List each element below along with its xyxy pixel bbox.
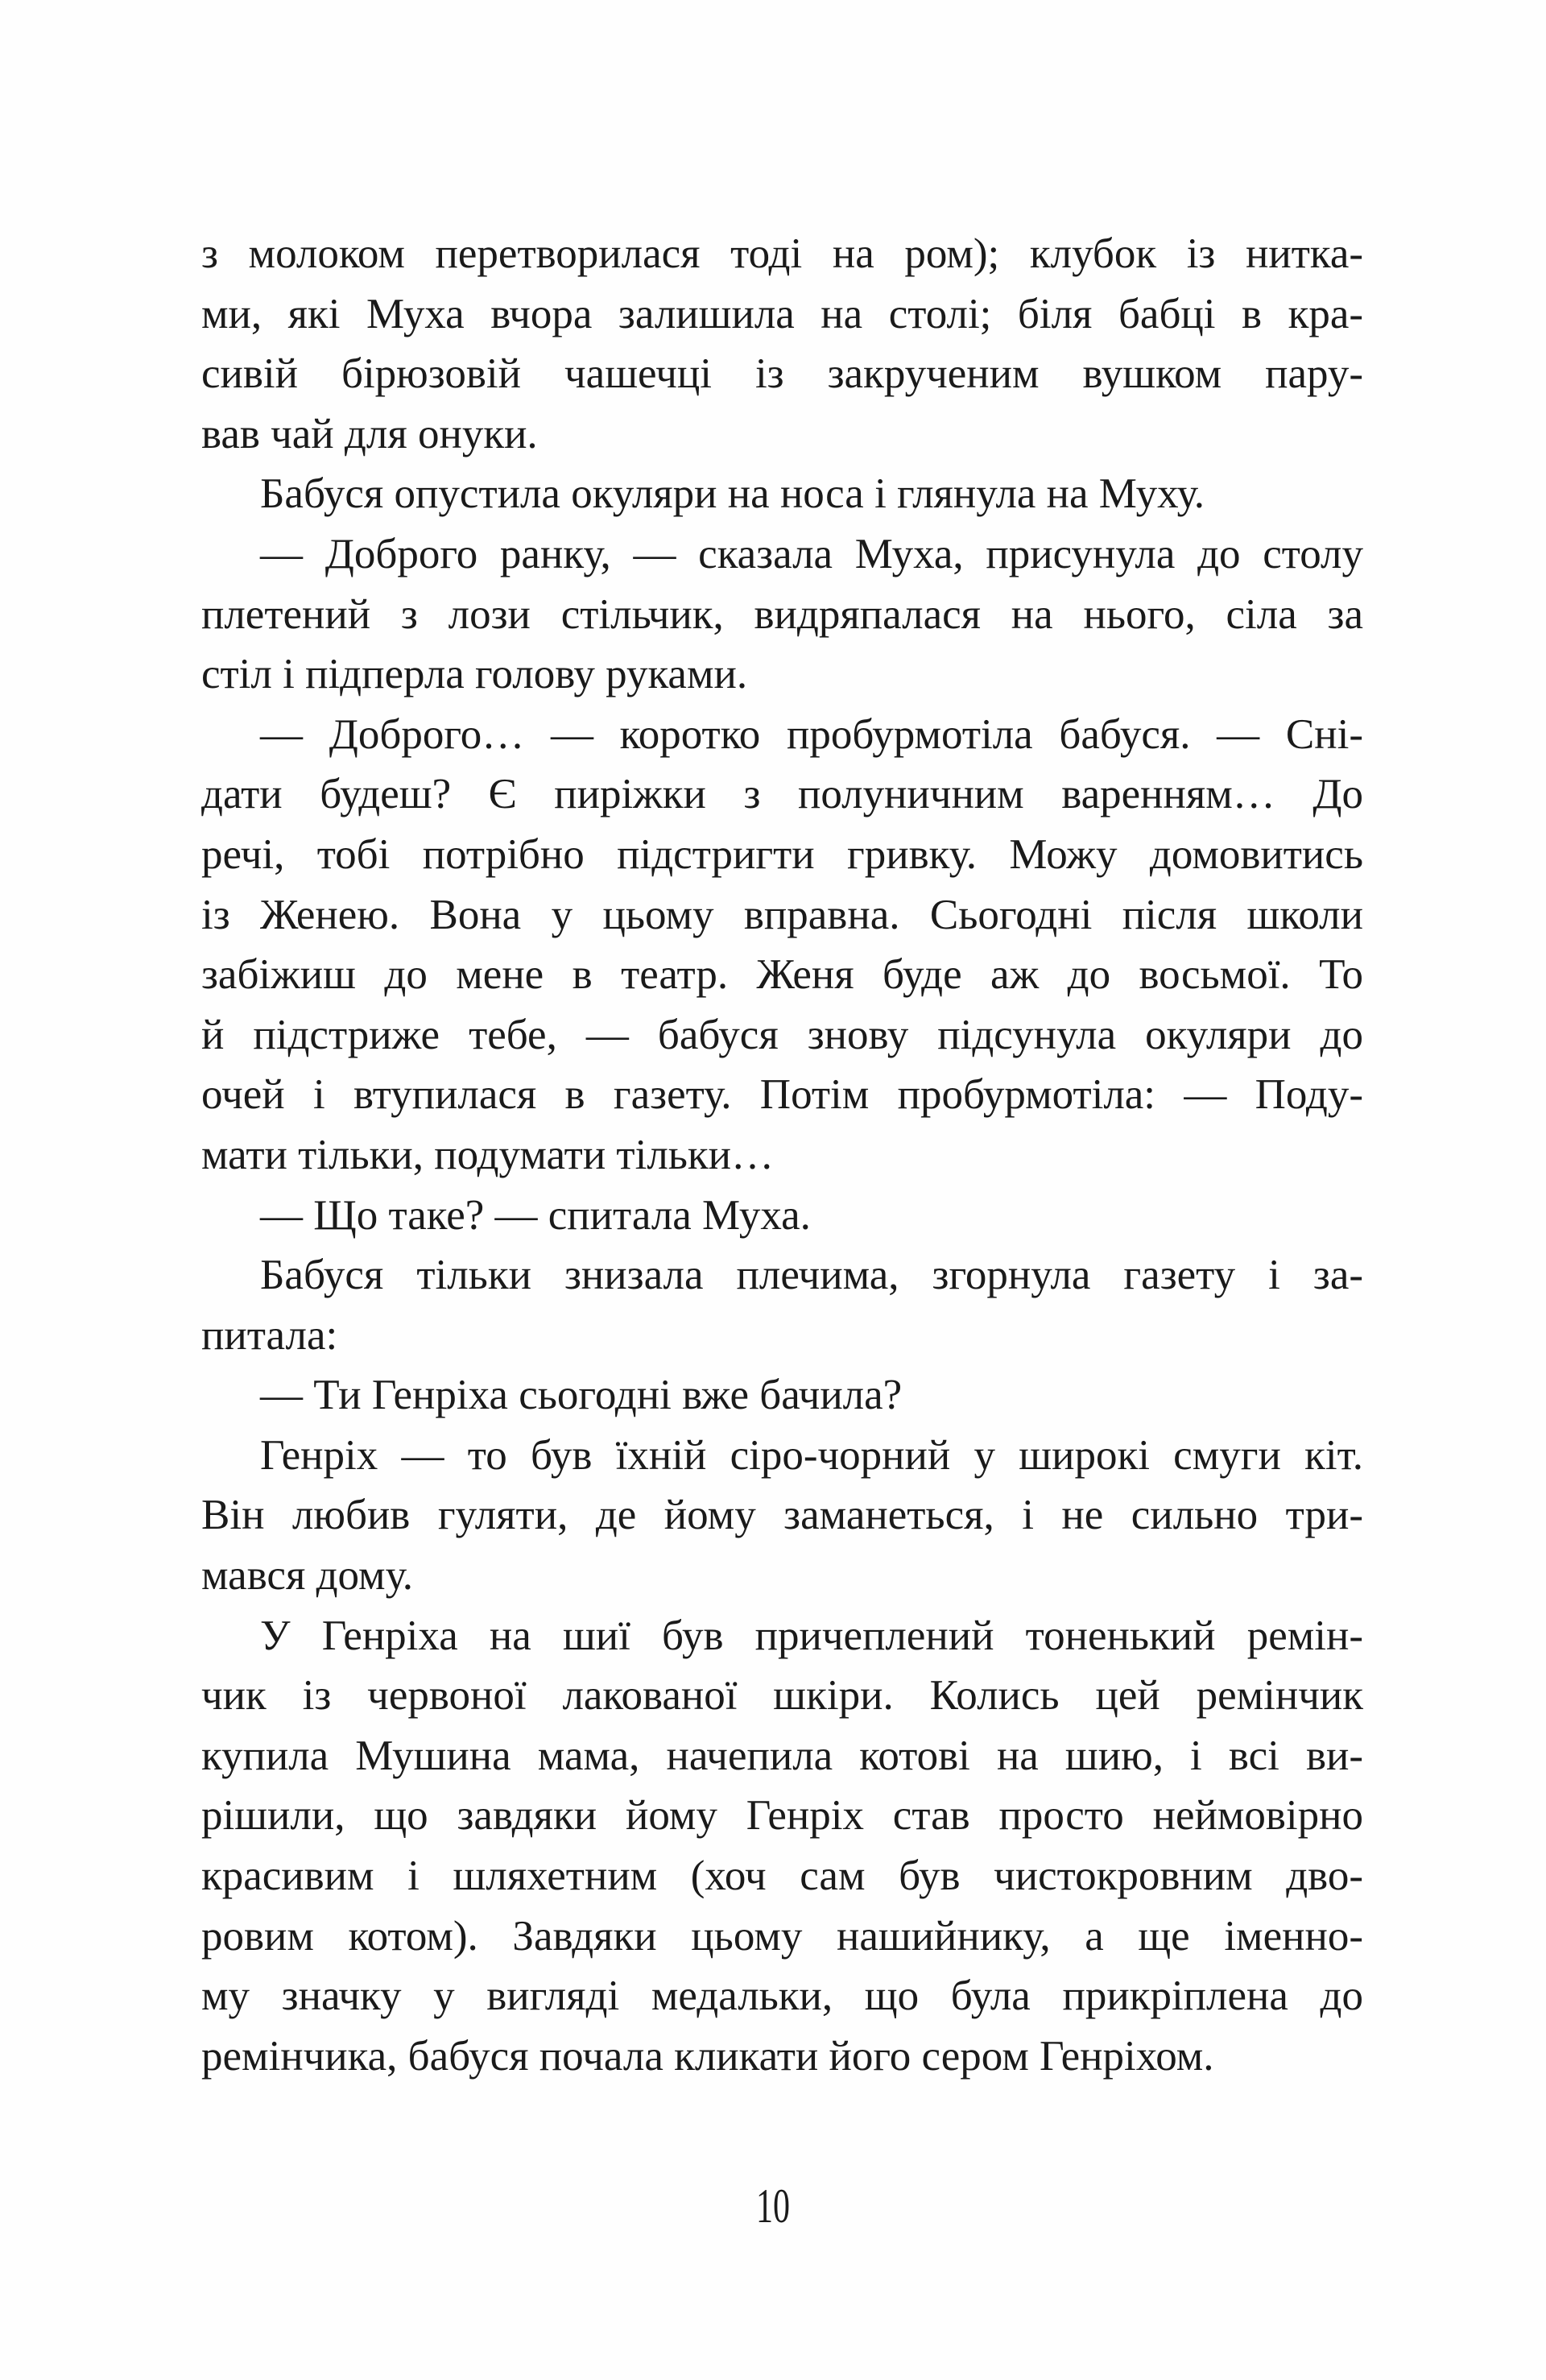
text-line: рішили, що завдяки йому Генріх став просто неймовірно xyxy=(201,1792,1363,1840)
paragraph xyxy=(201,705,1363,1186)
page-number: 10 xyxy=(756,2179,790,2233)
text-line: очей і втупилася в газету. Потім пробурмотіла: — Поду- xyxy=(201,1071,1363,1119)
text-line: — Доброго ранку, — сказала Муха, присунула до столу xyxy=(260,530,1363,577)
paragraph xyxy=(201,1426,1363,1606)
text-line: ми, які Муха вчора залишила на столі; біля бабці в кра- xyxy=(201,290,1363,337)
text-line: Він любив гуляти, де йому заманеться, і не сильно три- xyxy=(201,1492,1363,1539)
text-line: з молоком перетворилася тоді на ром); клубок із нитка- xyxy=(201,230,1363,277)
text-line: — Що таке? — спитала Муха. xyxy=(260,1191,811,1239)
text-line: мався дому. xyxy=(201,1552,414,1600)
text-line: му значку у вигляді медальки, що була прикріплена до xyxy=(201,1972,1363,2020)
text-line: сивій бірюзовій чашечці із закрученим вушком пару- xyxy=(201,350,1363,398)
paragraph xyxy=(201,1365,1363,1426)
paragraph xyxy=(201,464,1363,524)
body-text xyxy=(201,224,1363,2086)
paragraph xyxy=(201,224,1363,464)
paragraph xyxy=(201,524,1363,705)
text-line: питала: xyxy=(201,1311,338,1359)
text-line: ремінчика, бабуся почала кликати його сером Генріхом. xyxy=(201,2032,1214,2080)
text-line: Генріх — то був їхній сіро-чорний у широкі смуги кіт. xyxy=(260,1431,1363,1479)
text-line: У Генріха на шиї був причеплений тоненький ремін- xyxy=(260,1612,1363,1659)
text-line: ровим котом). Завдяки цьому нашийнику, а ще іменно- xyxy=(201,1912,1363,1960)
text-line: чик із червоної лакованої шкіри. Колись цей ремінчик xyxy=(201,1672,1363,1720)
text-line: із Женею. Вона у цьому вправна. Сьогодні після школи xyxy=(201,891,1363,938)
text-line: мати тільки, подумати тільки… xyxy=(201,1131,775,1178)
paragraph xyxy=(201,1606,1363,2087)
text-line: — Доброго… — коротко пробурмотіла бабуся. — Сні- xyxy=(260,710,1363,758)
paragraph xyxy=(201,1186,1363,1246)
text-line: дати будеш? Є пиріжки з полуничним варенням… До xyxy=(201,771,1363,818)
text-line: Бабуся тільки знизала плечима, згорнула газету і за- xyxy=(260,1252,1363,1299)
text-line: красивим і шляхетним (хоч сам був чистокровним дво- xyxy=(201,1852,1363,1900)
text-line: речі, тобі потрібно підстригти гривку. Можу домовитись xyxy=(201,830,1363,878)
text-line: й підстриже тебе, — бабуся знову підсунула окуляри до xyxy=(201,1011,1363,1058)
text-line: забіжиш до мене в театр. Женя буде аж до восьмої. То xyxy=(201,951,1363,999)
text-line: стіл і підперла голову руками. xyxy=(201,651,748,698)
text-line: плетений з лози стільчик, видряпалася на нього, сіла за xyxy=(201,590,1363,638)
text-line: — Ти Генріха сьогодні вже бачила? xyxy=(260,1372,903,1419)
text-line: купила Мушина мама, начепила котові на шию, і всі ви- xyxy=(201,1732,1363,1779)
text-line: вав чай для онуки. xyxy=(201,410,538,457)
paragraph xyxy=(201,1245,1363,1365)
text-line: Бабуся опустила окуляри на носа і глянула на Муху. xyxy=(260,470,1205,518)
